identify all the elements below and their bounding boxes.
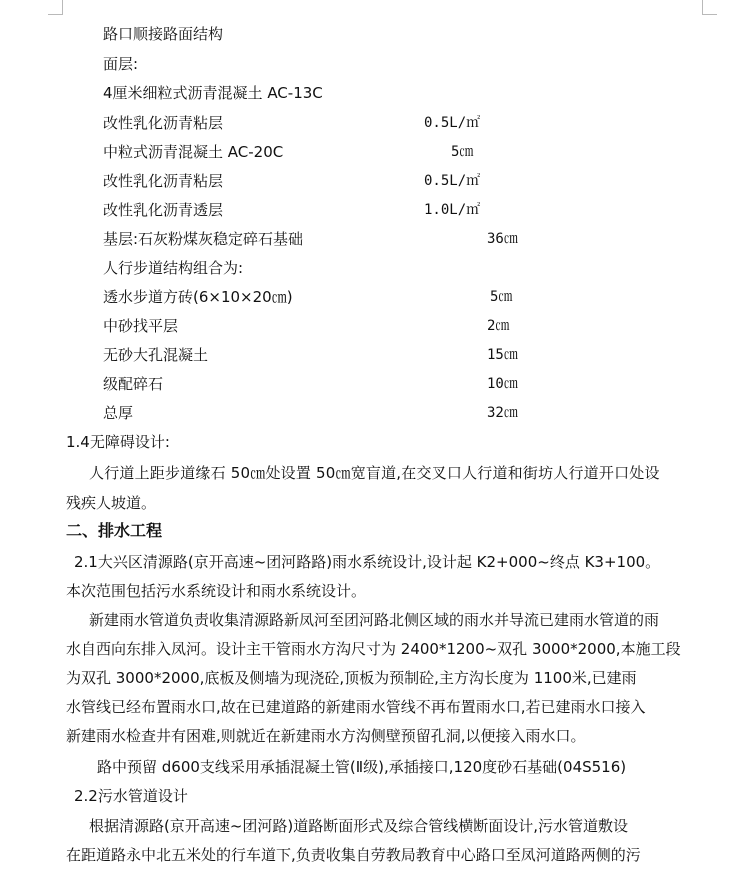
section-2-1-line: 2.1大兴区清源路(京开高速~团河路路)雨水系统设计,设计起 K2+000~终点 K3+100。 xyxy=(74,553,661,571)
surface-top-layer: 4厘米细粒式沥青混凝土 AC-13C xyxy=(103,84,323,102)
sidewalk-row-name: 级配碎石 xyxy=(103,375,164,393)
sidewalk-row-value: 10㎝ xyxy=(487,376,518,392)
base-layer-value: 36㎝ xyxy=(487,231,518,247)
sidewalk-row-name: 中砂找平层 xyxy=(103,317,179,335)
section-2-1-line: 本次范围包括污水系统设计和雨水系统设计。 xyxy=(66,582,367,600)
pavement-title: 路口顺接路面结构 xyxy=(103,25,224,43)
sidewalk-row-value: 15㎝ xyxy=(487,347,518,363)
sidewalk-row-name: 总厚 xyxy=(103,404,134,422)
section-1-4-para-line: 人行道上距步道缘石 50㎝处设置 50㎝宽盲道,在交叉口人行道和街坊人行道开口处设 xyxy=(89,464,660,482)
base-layer-name: 基层:石灰粉煤灰稳定碎石基础 xyxy=(103,230,304,248)
sidewalk-row-value: 5㎝ xyxy=(490,289,513,305)
layer-row-value: 0.5L/㎡ xyxy=(424,173,481,189)
sidewalk-label: 人行步道结构组合为: xyxy=(103,259,244,277)
sidewalk-row-name: 透水步道方砖(6×10×20㎝) xyxy=(103,288,293,306)
sidewalk-row-name: 无砂大孔混凝土 xyxy=(103,346,209,364)
sewage-para-line: 在距道路永中北五米处的行车道下,负责收集自劳教局教育中心路口至凤河道路两侧的污 xyxy=(66,846,641,864)
sewage-para-line: 根据清源路(京开高速~团河路)道路断面形式及综合管线横断面设计,污水管道敷设 xyxy=(89,817,629,835)
layer-row-value: 1.0L/㎡ xyxy=(424,202,481,218)
layer-row-value: 5㎝ xyxy=(451,144,474,160)
drainage-para-line: 新建雨水检查井有困难,则就近在新建雨水方沟侧壁预留孔洞,以便接入雨水口。 xyxy=(66,727,586,745)
drainage-para-line: 水管线已经布置雨水口,故在已建道路的新建雨水管线不再布置雨水口,若已建雨水口接入 xyxy=(66,698,646,716)
layer-row-name: 改性乳化沥青粘层 xyxy=(103,172,224,190)
page-corner-mark-right xyxy=(702,0,717,15)
layer-row-value: 0.5L/㎡ xyxy=(424,115,481,131)
page-corner-mark-left xyxy=(48,0,63,15)
layer-row-name: 改性乳化沥青粘层 xyxy=(103,114,224,132)
section-2-heading: 二、排水工程 xyxy=(66,521,163,540)
sidewalk-row-value: 2㎝ xyxy=(487,318,510,334)
section-1-4-para-line: 残疾人坡道。 xyxy=(66,494,157,512)
sidewalk-row-value: 32㎝ xyxy=(487,405,518,421)
drainage-para-line: 水自西向东排入凤河。设计主干管雨水方沟尺寸为 2400*1200~双孔 3000*2000,本施工段 xyxy=(66,640,681,658)
branch-pipe-line: 路中预留 d600支线采用承插混凝土管(Ⅱ级),承插接口,120度砂石基础(04S516) xyxy=(97,758,627,776)
drainage-para-line: 为双孔 3000*2000,底板及侧墙为现浇砼,顶板为预制砼,主方沟长度为 1100米,已建雨 xyxy=(66,669,637,687)
layer-row-name: 中粒式沥青混凝土 AC-20C xyxy=(103,143,284,161)
layer-row-name: 改性乳化沥青透层 xyxy=(103,201,224,219)
section-2-2-title: 2.2污水管道设计 xyxy=(74,787,188,805)
section-1-4-title: 1.4无障碍设计: xyxy=(66,433,170,451)
surface-label: 面层: xyxy=(103,55,139,73)
drainage-para-line: 新建雨水管道负责收集清源路新凤河至团河路北侧区域的雨水并导流已建雨水管道的雨 xyxy=(89,611,660,629)
